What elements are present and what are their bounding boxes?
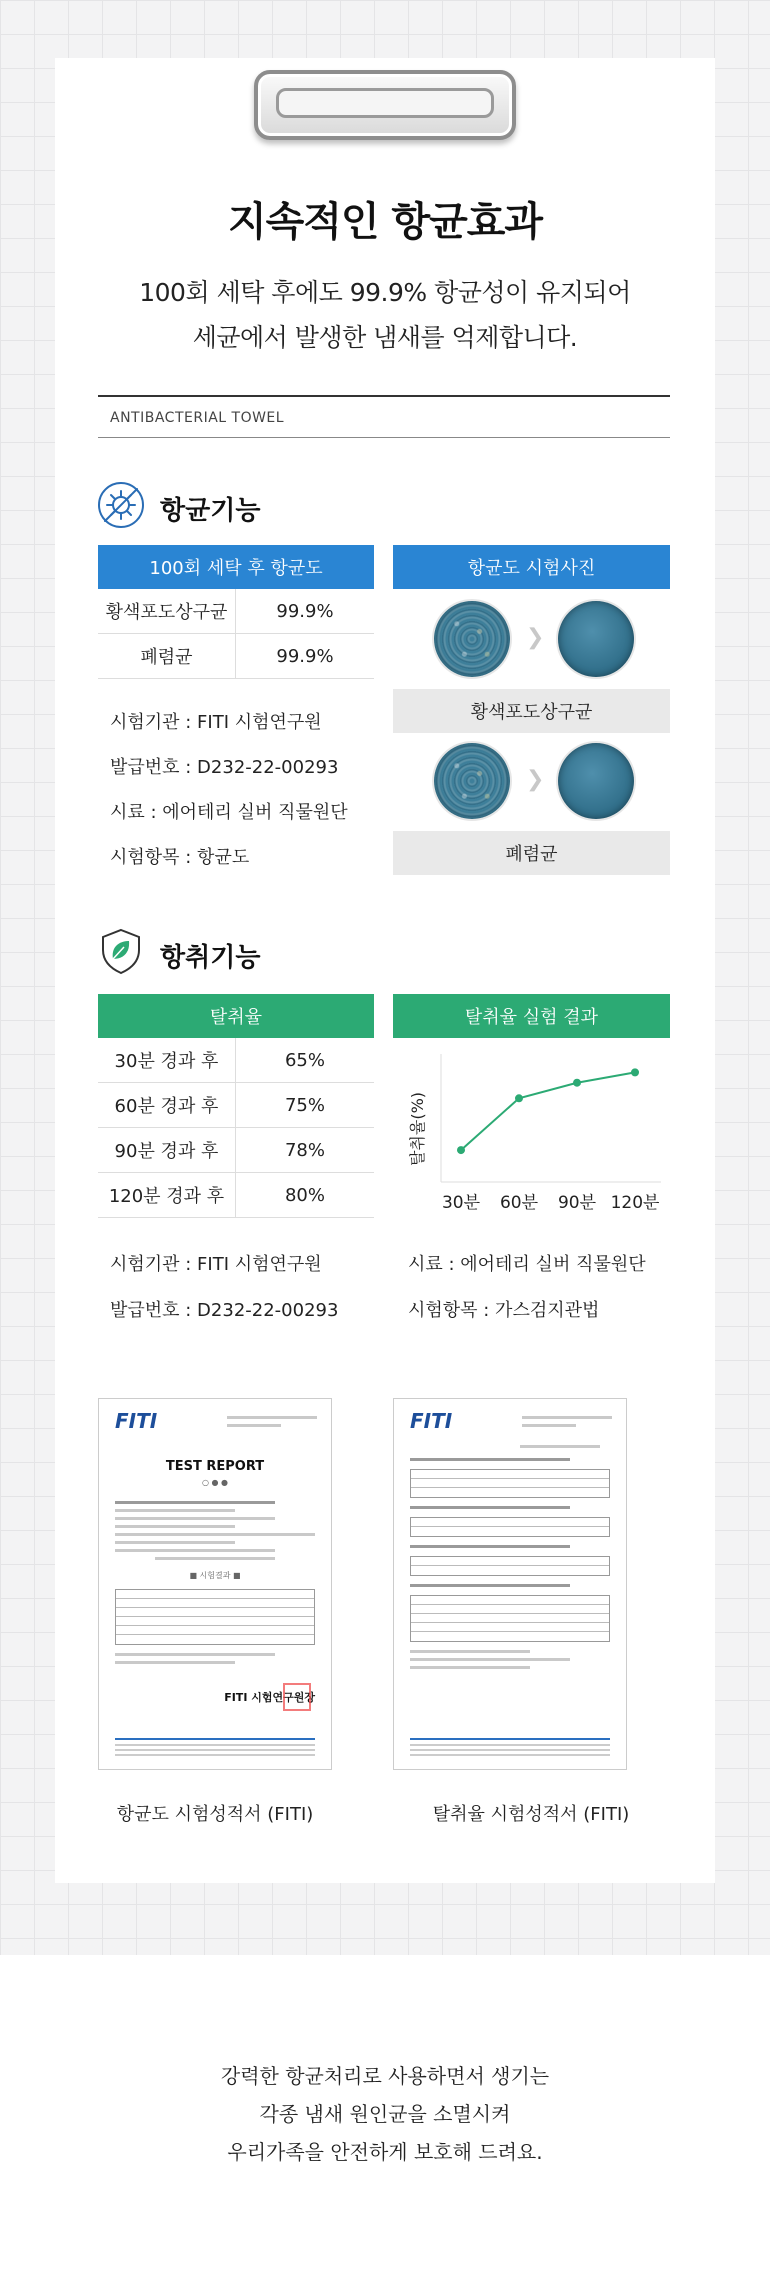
photo-label: 폐렴균 [393,831,670,875]
x-tick-label: 30분 [441,1193,481,1213]
closing-line2: 각종 냄새 원인균을 소멸시켜 [259,2102,511,2126]
certificate-number: 발급번호 : D232-22-00293 [110,757,339,778]
elapsed-time: 120분 경과 후 [98,1173,236,1217]
antibacterial-section-title: 항균기능 [160,496,261,526]
x-tick-label: 60분 [499,1193,539,1213]
deodorization-test-report[interactable] [393,1398,627,1770]
chart-header: 탈취율 실험 결과 [393,994,670,1038]
test-institute: 시험기관 : FITI 시험연구원 [110,712,322,733]
subtitle-line2: 세균에서 발생한 냄새를 억제합니다. [192,323,578,352]
y-axis-label: 탈취율(%) [408,1091,427,1167]
table-row [98,634,374,679]
data-point [515,1094,523,1102]
elapsed-time: 90분 경과 후 [98,1128,236,1172]
data-point [631,1068,639,1076]
reduction-value: 99.9% [276,645,334,667]
divider [98,437,670,438]
x-tick-label: 90분 [557,1193,597,1213]
data-point [457,1146,465,1154]
photo-label: 황색포도상구균 [393,689,670,733]
deodorization-rate: 78% [284,1139,325,1161]
bacteria-name: 황색포도상구균 [98,589,236,633]
data-point [573,1079,581,1087]
deodorization-rate: 75% [284,1094,325,1116]
seal-stamp [283,1683,311,1711]
subtitle-line1: 100회 세탁 후에도 99.9% 항균성이 유지되어 [139,278,631,307]
report-signature: FITI 시험연구원장 [224,1691,315,1704]
test-item: 시험항목 : 가스검지관법 [408,1300,600,1321]
x-tick-label: 120분 [610,1193,660,1213]
antibacterial-test-report[interactable]: FITI TEST REPORT ○ ● ● ■ 시험결과 ■ FITI 시험연구원장 [98,1398,332,1770]
chevron-right-icon: ❯ [526,767,545,792]
photo-header: 항균도 시험사진 [393,545,670,589]
table-row [98,1128,374,1173]
leaf-shield-icon [96,926,146,976]
deodorization-section-title: 항취기능 [160,943,261,973]
report-title: TEST REPORT [165,1459,265,1474]
test-item: 시험항목 : 항균도 [110,847,250,868]
elapsed-time: 60분 경과 후 [98,1083,236,1127]
elapsed-time: 30분 경과 후 [98,1038,236,1082]
report-caption: 탈취율 시험성적서 (FITI) [432,1804,630,1825]
certificate-number: 발급번호 : D232-22-00293 [110,1300,339,1321]
reduction-value: 99.9% [276,600,334,622]
table-row [98,1038,374,1083]
table-row [98,1173,374,1218]
petri-dish-after [558,601,634,677]
sample-name: 시료 : 에어테리 실버 직물원단 [110,802,348,823]
virus-shield-icon [96,480,146,530]
divider [98,395,670,397]
test-institute: 시험기관 : FITI 시험연구원 [110,1254,322,1275]
fiti-logo: FITI [115,1409,158,1433]
antibacterial-table-header: 100회 세탁 후 항균도 [98,545,374,589]
report-caption: 항균도 시험성적서 (FITI) [116,1804,314,1825]
fiti-logo: FITI [410,1409,453,1433]
table-row [98,1083,374,1128]
deodorization-line-chart [393,1048,670,1216]
table-row [98,589,374,634]
closing-line1: 강력한 항균처리로 사용하면서 생기는 [220,2064,550,2088]
closing-line3: 우리가족을 안전하게 보호해 드려요. [227,2140,543,2164]
deodorization-rate: 65% [284,1049,325,1071]
deodorization-table-header: 탈취율 [98,994,374,1038]
page-title: 지속적인 항균효과 [227,199,543,245]
petri-dish-after [558,743,634,819]
series-line [461,1072,635,1150]
bacteria-name: 폐렴균 [98,634,236,678]
sample-name: 시료 : 에어테리 실버 직물원단 [408,1254,646,1275]
clipboard-clip [254,70,516,140]
petri-dish-before [434,601,510,677]
petri-dish-before [434,743,510,819]
deodorization-rate: 80% [284,1184,325,1206]
chevron-right-icon: ❯ [526,625,545,650]
product-tag: ANTIBACTERIAL TOWEL [110,410,285,426]
